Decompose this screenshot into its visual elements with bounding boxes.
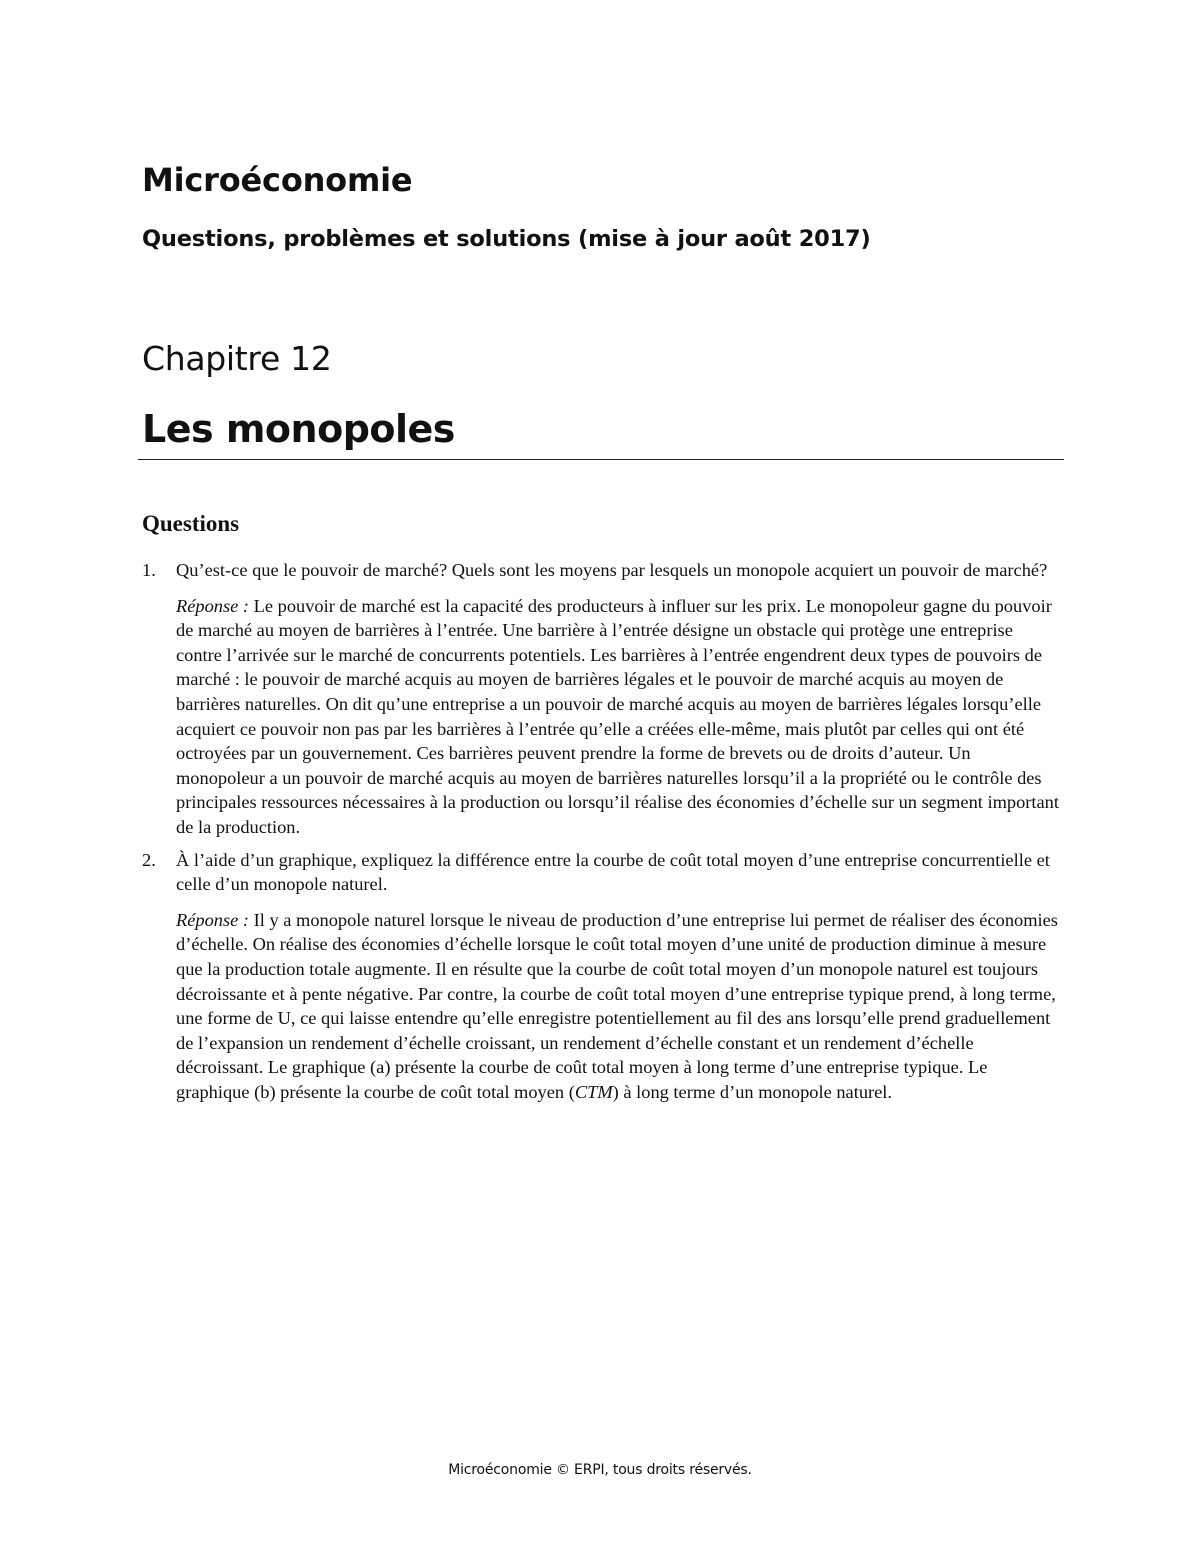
book-title: Microéconomie — [142, 161, 413, 199]
answer-paragraph — [176, 908, 1062, 1105]
answer-label: Réponse : — [176, 909, 250, 930]
question-item-2 — [142, 848, 1062, 1105]
section-heading-questions: Questions — [142, 511, 240, 536]
question-number: 2. — [142, 849, 156, 870]
answer-text: Le pouvoir de marché est la capacité des producteurs à influer sur les prix. Le monopoleur gagne du pouvoir de marché au moyen de barrières à l’entrée. Une barrière à l’entrée désigne un obstacle qui protège une entreprise contre l’arrivée sur le marché de concurrents potentiels. Les barrières à l’entrée engendrent deux types de pouvoirs de marché : le pouvoir de marché acquis au moyen de barrières légales et le pouvoir de marché acquis au moyen de barrières naturelles. On dit qu’une entreprise a un pouvoir de marché acquis au moyen de barrières légales lorsqu’elle acquiert ce pouvoir non pas par les barrières à l’entrée qu’elle a créées elle-même, mais plutôt par celles qui ont été octroyées par un gouvernement. Ces barrières peuvent prendre la forme de brevets ou de droits d’auteur. Un monopoleur a un pouvoir de marché acquis au moyen de barrières naturelles lorsqu’il a la propriété ou le contrôle des principales ressources nécessaires à la production ou lorsqu’il réalise des économies d’échelle sur un segment important de la production. — [176, 595, 1059, 837]
answer-text: Il y a monopole naturel lorsque le niveau de production d’une entreprise lui permet de réaliser des économies d’échelle. On réalise des économies d’échelle lorsque le coût total moyen d’une unité de production diminue à mesure que la production totale augmente. Il en résulte que la courbe de coût total moyen d’un monopole naturel est toujours décroissante et à pente négative. Par contre, la courbe de coût total moyen d’une entreprise typique prend, à long terme, une forme de U, ce qui laisse entendre qu’elle enregistre potentiellement au fil des ans lorsqu’elle prend graduellement de l’expansion un rendement d’échelle croissant, un rendement d’échelle constant et un rendement d’échelle décroissant. Le graphique (a) présente la courbe de coût total moyen à long terme d’une entreprise typique. Le graphique (b) présente la courbe de coût total moyen ( — [176, 909, 1058, 1102]
chapter-label: Chapitre 12 — [142, 339, 332, 378]
question-text: Qu’est-ce que le pouvoir de marché? Quels sont les moyens par lesquels un monopole acquiert un pouvoir de marché? — [176, 560, 1048, 580]
answer-paragraph — [176, 594, 1062, 840]
page-footer: Microéconomie © ERPI, tous droits réservés. — [448, 1462, 752, 1478]
title-divider — [138, 459, 1064, 460]
question-number: 1. — [142, 560, 156, 580]
question-list — [142, 558, 1062, 1104]
answer-text-end: ) à long terme d’un monopole naturel. — [612, 1081, 893, 1102]
book-subtitle: Questions, problèmes et solutions (mise à jour août 2017) — [142, 226, 871, 252]
question-text: À l’aide d’un graphique, expliquez la différence entre la courbe de coût total moyen d’une entreprise concurrentielle et celle d’un monopole naturel. — [176, 849, 1050, 895]
answer-abbreviation: CTM — [574, 1081, 613, 1102]
chapter-title: Les monopoles — [142, 407, 455, 451]
question-item-1 — [142, 558, 1062, 840]
answer-label: Réponse : — [176, 595, 250, 616]
